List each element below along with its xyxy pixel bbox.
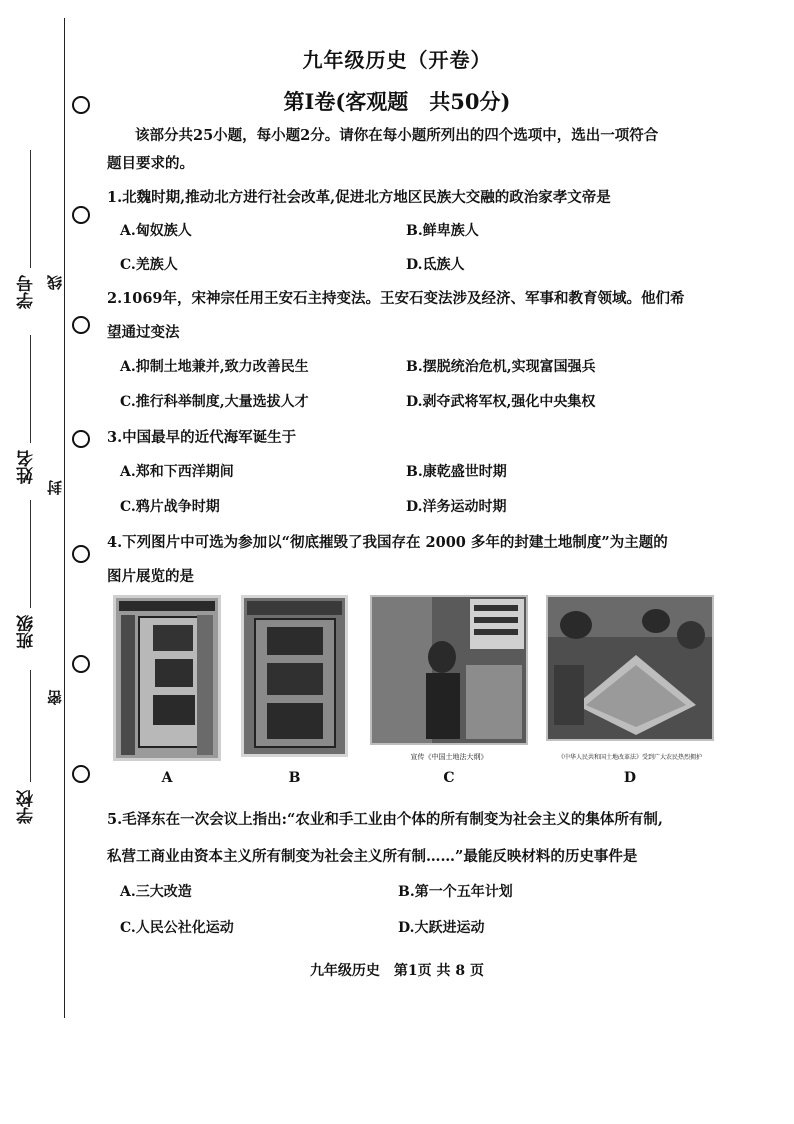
binding-line bbox=[64, 18, 65, 1018]
picture-c-photo[interactable] bbox=[370, 595, 528, 745]
seal-seal-char: 封 bbox=[46, 480, 64, 495]
section-title: 第Ⅰ卷(客观题 共50分) bbox=[283, 89, 511, 114]
student-id-label: 学号 bbox=[17, 275, 37, 309]
q5-option-c[interactable]: C.人民公社化运动 bbox=[120, 920, 234, 936]
q3-option-a[interactable]: A.郑和下西洋期间 bbox=[120, 464, 234, 480]
question-5-stem-cont: 私营工商业由资本主义所有制变为社会主义所有制……”最能反映材料的历史事件是 bbox=[107, 848, 638, 865]
class-label: 班级 bbox=[17, 615, 37, 649]
exam-title: 九年级历史（开卷） bbox=[302, 48, 492, 72]
q3-option-b[interactable]: B.康乾盛世时期 bbox=[406, 464, 507, 480]
student-id-blank[interactable] bbox=[30, 150, 31, 268]
q1-option-a[interactable]: A.匈奴族人 bbox=[120, 223, 192, 239]
picture-d-caption: 《中华人民共和国土地改革法》受到广大农民热烈拥护 bbox=[557, 754, 702, 761]
school-label: 学校 bbox=[17, 790, 37, 824]
binding-hole-icon bbox=[72, 545, 90, 563]
question-4-stem: 4.下列图片中可选为参加以“彻底摧毁了我国存在 2000 多年的封建土地制度”为主题的 bbox=[107, 534, 668, 551]
instruction-line: 该部分共25小题，每小题2分。请你在每小题所列出的四个选项中，选出一项符合 bbox=[135, 127, 659, 144]
binding-hole-icon bbox=[72, 655, 90, 673]
binding-hole-icon bbox=[72, 430, 90, 448]
question-4-stem-cont: 图片展览的是 bbox=[107, 568, 194, 585]
question-3-stem: 3.中国最早的近代海军诞生于 bbox=[107, 429, 297, 446]
picture-a-newspaper[interactable] bbox=[113, 595, 221, 761]
question-2-stem: 2.1069年，宋神宗任用王安石主持变法。王安石变法涉及经济、军事和教育领域。他们希 bbox=[107, 290, 685, 307]
q3-option-c[interactable]: C.鸦片战争时期 bbox=[120, 499, 220, 515]
instruction-line: 题目要求的。 bbox=[107, 155, 194, 172]
q1-option-d[interactable]: D.氐族人 bbox=[406, 257, 465, 273]
picture-b-label: B bbox=[288, 770, 301, 786]
class-blank[interactable] bbox=[30, 500, 31, 608]
picture-b-document[interactable] bbox=[241, 595, 348, 757]
q1-option-c[interactable]: C.羌族人 bbox=[120, 257, 178, 273]
q5-option-d[interactable]: D.大跃进运动 bbox=[398, 920, 485, 936]
q2-option-b[interactable]: B.摆脱统治危机,实现富国强兵 bbox=[406, 359, 596, 375]
picture-c-label: C bbox=[443, 770, 455, 786]
q2-option-d[interactable]: D.剥夺武将军权,强化中央集权 bbox=[406, 394, 596, 410]
q1-option-b[interactable]: B.鲜卑族人 bbox=[406, 223, 479, 239]
picture-d-photo[interactable] bbox=[546, 595, 714, 741]
q5-option-b[interactable]: B.第一个五年计划 bbox=[398, 884, 513, 900]
page-footer: 九年级历史 第1页 共 8 页 bbox=[309, 963, 485, 979]
name-blank[interactable] bbox=[30, 335, 31, 443]
binding-hole-icon bbox=[72, 765, 90, 783]
question-2-stem-cont: 望通过变法 bbox=[107, 324, 180, 341]
picture-c-caption: 宣传《中国土地法大纲》 bbox=[410, 753, 488, 761]
q2-option-a[interactable]: A.抑制土地兼并,致力改善民生 bbox=[120, 359, 309, 375]
question-5-stem: 5.毛泽东在一次会议上指出:“农业和手工业由个体的所有制变为社会主义的集体所有制, bbox=[107, 811, 663, 828]
q2-option-c[interactable]: C.推行科举制度,大量选拔人才 bbox=[120, 394, 309, 410]
picture-a-label: A bbox=[161, 770, 173, 786]
question-1-stem: 1.北魏时期,推动北方进行社会改革,促进北方地区民族大交融的政治家孝文帝是 bbox=[107, 189, 611, 206]
binding-hole-icon bbox=[72, 206, 90, 224]
binding-hole-icon bbox=[72, 316, 90, 334]
q5-option-a[interactable]: A.三大改造 bbox=[120, 884, 192, 900]
name-label: 姓名 bbox=[17, 450, 37, 484]
school-blank[interactable] bbox=[30, 670, 31, 782]
seal-secret-char: 密 bbox=[46, 690, 64, 705]
picture-d-label: D bbox=[623, 770, 637, 786]
seal-line-char: 线 bbox=[46, 275, 64, 290]
q3-option-d[interactable]: D.洋务运动时期 bbox=[406, 499, 507, 515]
